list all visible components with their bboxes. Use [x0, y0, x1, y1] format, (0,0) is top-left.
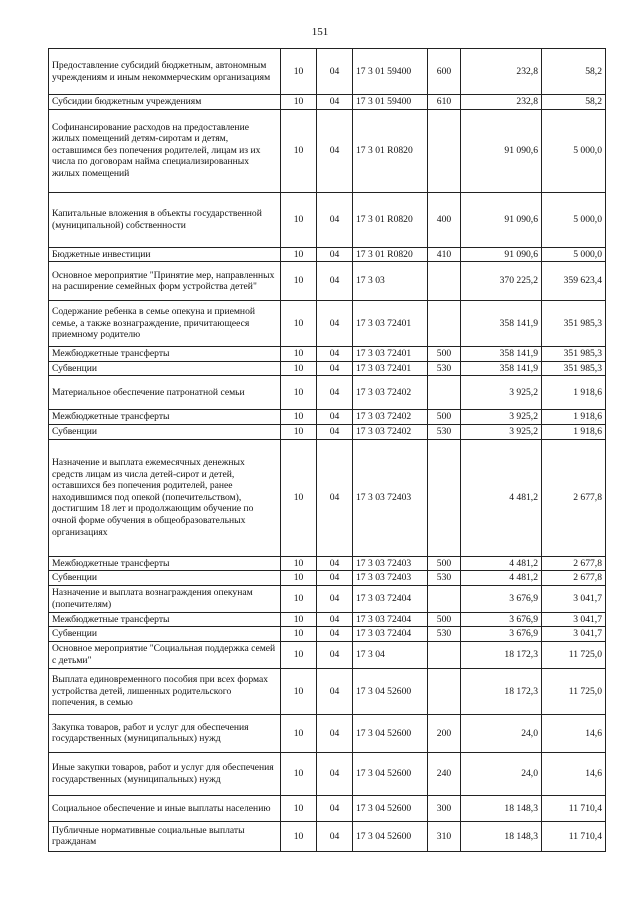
- row-type: [428, 585, 461, 612]
- table-row: [49, 347, 606, 362]
- row-code: 17 3 01 R0820: [353, 109, 428, 192]
- row-code: 17 3 03 72402: [353, 410, 428, 425]
- budget-table: [48, 48, 606, 852]
- row-value-2: 1 918,6: [542, 376, 606, 410]
- row-code: 17 3 04: [353, 641, 428, 668]
- row-subsection: 04: [317, 714, 353, 752]
- row-type: 500: [428, 612, 461, 627]
- row-name: Основное мероприятие "Принятие мер, направленных на расширение семейных форм устройства детей": [49, 262, 281, 301]
- row-section: 10: [281, 95, 317, 110]
- row-value-2: 2 677,8: [542, 556, 606, 571]
- table-row: [49, 556, 606, 571]
- row-value-1: 18 172,3: [461, 641, 542, 668]
- row-value-2: 5 000,0: [542, 247, 606, 262]
- row-subsection: 04: [317, 361, 353, 376]
- row-name: Иные закупки товаров, работ и услуг для обеспечения государственных (муниципальных) нужд: [49, 752, 281, 795]
- row-value-1: 3 676,9: [461, 585, 542, 612]
- row-value-2: 5 000,0: [542, 192, 606, 247]
- row-subsection: 04: [317, 752, 353, 795]
- row-type: 530: [428, 424, 461, 439]
- row-name: Субвенции: [49, 627, 281, 642]
- row-code: 17 3 04 52600: [353, 795, 428, 821]
- row-value-2: 11 710,4: [542, 821, 606, 851]
- row-code: 17 3 03 72402: [353, 376, 428, 410]
- row-subsection: 04: [317, 612, 353, 627]
- table-row: [49, 262, 606, 301]
- row-type: 610: [428, 95, 461, 110]
- row-code: 17 3 04 52600: [353, 714, 428, 752]
- row-section: 10: [281, 439, 317, 556]
- row-subsection: 04: [317, 347, 353, 362]
- row-type: 500: [428, 410, 461, 425]
- row-subsection: 04: [317, 821, 353, 851]
- row-value-2: 58,2: [542, 95, 606, 110]
- row-section: 10: [281, 49, 317, 95]
- row-value-2: 1 918,6: [542, 424, 606, 439]
- row-type: 500: [428, 347, 461, 362]
- table-row: [49, 410, 606, 425]
- table-row: [49, 109, 606, 192]
- row-type: 530: [428, 571, 461, 586]
- row-value-1: 3 676,9: [461, 612, 542, 627]
- row-name: Межбюджетные трансферты: [49, 556, 281, 571]
- table-row: [49, 714, 606, 752]
- row-subsection: 04: [317, 247, 353, 262]
- row-value-1: 3 925,2: [461, 376, 542, 410]
- row-subsection: 04: [317, 556, 353, 571]
- row-value-2: 11 725,0: [542, 668, 606, 714]
- row-name: Софинансирование расходов на предоставление жилых помещений детям-сиротам и детям, оставшимся без попечения родителей, лицам из их числа по договорам найма специализированных жилых помещений: [49, 109, 281, 192]
- row-type: 400: [428, 192, 461, 247]
- row-name: Бюджетные инвестиции: [49, 247, 281, 262]
- row-value-1: 91 090,6: [461, 192, 542, 247]
- row-type: 500: [428, 556, 461, 571]
- row-type: [428, 301, 461, 347]
- row-section: 10: [281, 376, 317, 410]
- row-value-1: 3 925,2: [461, 424, 542, 439]
- row-code: 17 3 04 52600: [353, 668, 428, 714]
- table-row: [49, 821, 606, 851]
- row-section: 10: [281, 410, 317, 425]
- row-subsection: 04: [317, 262, 353, 301]
- row-type: 600: [428, 49, 461, 95]
- row-section: 10: [281, 192, 317, 247]
- row-subsection: 04: [317, 192, 353, 247]
- row-subsection: 04: [317, 49, 353, 95]
- table-row: [49, 301, 606, 347]
- row-section: 10: [281, 262, 317, 301]
- row-type: 410: [428, 247, 461, 262]
- row-type: [428, 262, 461, 301]
- row-section: 10: [281, 247, 317, 262]
- table-row: [49, 612, 606, 627]
- row-section: 10: [281, 361, 317, 376]
- row-value-1: 358 141,9: [461, 301, 542, 347]
- row-value-1: 4 481,2: [461, 556, 542, 571]
- table-row: [49, 641, 606, 668]
- row-value-1: 91 090,6: [461, 109, 542, 192]
- table-row: [49, 795, 606, 821]
- row-subsection: 04: [317, 301, 353, 347]
- row-code: 17 3 01 59400: [353, 95, 428, 110]
- row-section: 10: [281, 752, 317, 795]
- row-name: Основное мероприятие "Социальная поддержка семей с детьми": [49, 641, 281, 668]
- row-type: [428, 109, 461, 192]
- row-value-2: 3 041,7: [542, 585, 606, 612]
- page-number: 151: [311, 26, 329, 38]
- row-type: 200: [428, 714, 461, 752]
- row-value-2: 58,2: [542, 49, 606, 95]
- row-value-2: 351 985,3: [542, 347, 606, 362]
- row-code: 17 3 01 R0820: [353, 247, 428, 262]
- row-value-1: 4 481,2: [461, 439, 542, 556]
- table-row: [49, 668, 606, 714]
- row-value-1: 232,8: [461, 49, 542, 95]
- row-name: Публичные нормативные социальные выплаты гражданам: [49, 821, 281, 851]
- row-code: 17 3 01 R0820: [353, 192, 428, 247]
- row-code: 17 3 03 72401: [353, 301, 428, 347]
- row-name: Содержание ребенка в семье опекуна и приемной семье, а также вознаграждение, причитающееся приемному родителю: [49, 301, 281, 347]
- row-value-1: 24,0: [461, 714, 542, 752]
- row-section: 10: [281, 714, 317, 752]
- row-subsection: 04: [317, 109, 353, 192]
- table-row: [49, 192, 606, 247]
- table-row: [49, 376, 606, 410]
- row-value-2: 2 677,8: [542, 571, 606, 586]
- row-type: 530: [428, 627, 461, 642]
- row-value-1: 358 141,9: [461, 361, 542, 376]
- row-code: 17 3 03 72403: [353, 571, 428, 586]
- row-value-2: 11 725,0: [542, 641, 606, 668]
- table-row: [49, 49, 606, 95]
- row-subsection: 04: [317, 410, 353, 425]
- row-value-2: 351 985,3: [542, 301, 606, 347]
- table-row: [49, 95, 606, 110]
- row-section: 10: [281, 612, 317, 627]
- row-section: 10: [281, 424, 317, 439]
- row-name: Субвенции: [49, 571, 281, 586]
- row-section: 10: [281, 556, 317, 571]
- table-row: [49, 627, 606, 642]
- row-value-1: 18 148,3: [461, 795, 542, 821]
- row-value-1: 370 225,2: [461, 262, 542, 301]
- row-type: [428, 668, 461, 714]
- row-section: 10: [281, 571, 317, 586]
- row-code: 17 3 01 59400: [353, 49, 428, 95]
- row-name: Выплата единовременного пособия при всех формах устройства детей, лишенных родительского попечения, в семью: [49, 668, 281, 714]
- row-code: 17 3 03 72404: [353, 585, 428, 612]
- row-section: 10: [281, 585, 317, 612]
- row-value-1: 18 172,3: [461, 668, 542, 714]
- row-type: 310: [428, 821, 461, 851]
- row-name: Межбюджетные трансферты: [49, 410, 281, 425]
- row-section: 10: [281, 347, 317, 362]
- row-type: [428, 439, 461, 556]
- row-name: Капитальные вложения в объекты государственной (муниципальной) собственности: [49, 192, 281, 247]
- row-name: Социальное обеспечение и иные выплаты населению: [49, 795, 281, 821]
- row-section: 10: [281, 821, 317, 851]
- row-name: Предоставление субсидий бюджетным, автономным учреждениям и иным некоммерческим организациям: [49, 49, 281, 95]
- row-value-1: 4 481,2: [461, 571, 542, 586]
- row-value-2: 3 041,7: [542, 612, 606, 627]
- row-value-1: 24,0: [461, 752, 542, 795]
- row-subsection: 04: [317, 641, 353, 668]
- row-code: 17 3 04 52600: [353, 752, 428, 795]
- row-name: Субсидии бюджетным учреждениям: [49, 95, 281, 110]
- row-name: Закупка товаров, работ и услуг для обеспечения государственных (муниципальных) нужд: [49, 714, 281, 752]
- row-value-1: 232,8: [461, 95, 542, 110]
- row-name: Межбюджетные трансферты: [49, 612, 281, 627]
- row-type: [428, 376, 461, 410]
- row-value-2: 2 677,8: [542, 439, 606, 556]
- row-subsection: 04: [317, 571, 353, 586]
- row-value-2: 5 000,0: [542, 109, 606, 192]
- row-code: 17 3 03 72403: [353, 439, 428, 556]
- table-row: [49, 752, 606, 795]
- row-value-2: 14,6: [542, 714, 606, 752]
- row-value-2: 351 985,3: [542, 361, 606, 376]
- row-value-2: 359 623,4: [542, 262, 606, 301]
- row-section: 10: [281, 795, 317, 821]
- row-code: 17 3 03 72404: [353, 612, 428, 627]
- row-value-1: 91 090,6: [461, 247, 542, 262]
- row-type: 300: [428, 795, 461, 821]
- row-value-1: 358 141,9: [461, 347, 542, 362]
- row-section: 10: [281, 301, 317, 347]
- row-code: 17 3 03 72401: [353, 347, 428, 362]
- row-type: 530: [428, 361, 461, 376]
- row-name: Межбюджетные трансферты: [49, 347, 281, 362]
- row-name: Материальное обеспечение патронатной семьи: [49, 376, 281, 410]
- row-subsection: 04: [317, 585, 353, 612]
- table-row: [49, 424, 606, 439]
- row-section: 10: [281, 109, 317, 192]
- row-subsection: 04: [317, 95, 353, 110]
- row-value-1: 3 676,9: [461, 627, 542, 642]
- row-name: Назначение и выплата вознаграждения опекунам (попечителям): [49, 585, 281, 612]
- row-section: 10: [281, 668, 317, 714]
- row-code: 17 3 04 52600: [353, 821, 428, 851]
- row-subsection: 04: [317, 668, 353, 714]
- row-name: Субвенции: [49, 361, 281, 376]
- table-row: [49, 585, 606, 612]
- row-code: 17 3 03 72402: [353, 424, 428, 439]
- row-type: [428, 641, 461, 668]
- row-value-1: 3 925,2: [461, 410, 542, 425]
- row-value-2: 3 041,7: [542, 627, 606, 642]
- row-name: Назначение и выплата ежемесячных денежных средств лицам из числа детей-сирот и детей, оставшихся без попечения родителей, ранее находившимся под опекой (попечительством), достигшим 18 лет и продолжающим обучение по очной форме обучения в общеобразовательных организациях: [49, 439, 281, 556]
- row-subsection: 04: [317, 376, 353, 410]
- table-row: [49, 361, 606, 376]
- row-type: 240: [428, 752, 461, 795]
- row-code: 17 3 03 72401: [353, 361, 428, 376]
- row-value-2: 11 710,4: [542, 795, 606, 821]
- row-subsection: 04: [317, 795, 353, 821]
- row-value-1: 18 148,3: [461, 821, 542, 851]
- table-row: [49, 439, 606, 556]
- row-section: 10: [281, 641, 317, 668]
- row-subsection: 04: [317, 627, 353, 642]
- row-subsection: 04: [317, 424, 353, 439]
- table-row: [49, 571, 606, 586]
- row-code: 17 3 03: [353, 262, 428, 301]
- table-row: [49, 247, 606, 262]
- row-value-2: 14,6: [542, 752, 606, 795]
- row-section: 10: [281, 627, 317, 642]
- row-subsection: 04: [317, 439, 353, 556]
- row-value-2: 1 918,6: [542, 410, 606, 425]
- row-name: Субвенции: [49, 424, 281, 439]
- row-code: 17 3 03 72404: [353, 627, 428, 642]
- row-code: 17 3 03 72403: [353, 556, 428, 571]
